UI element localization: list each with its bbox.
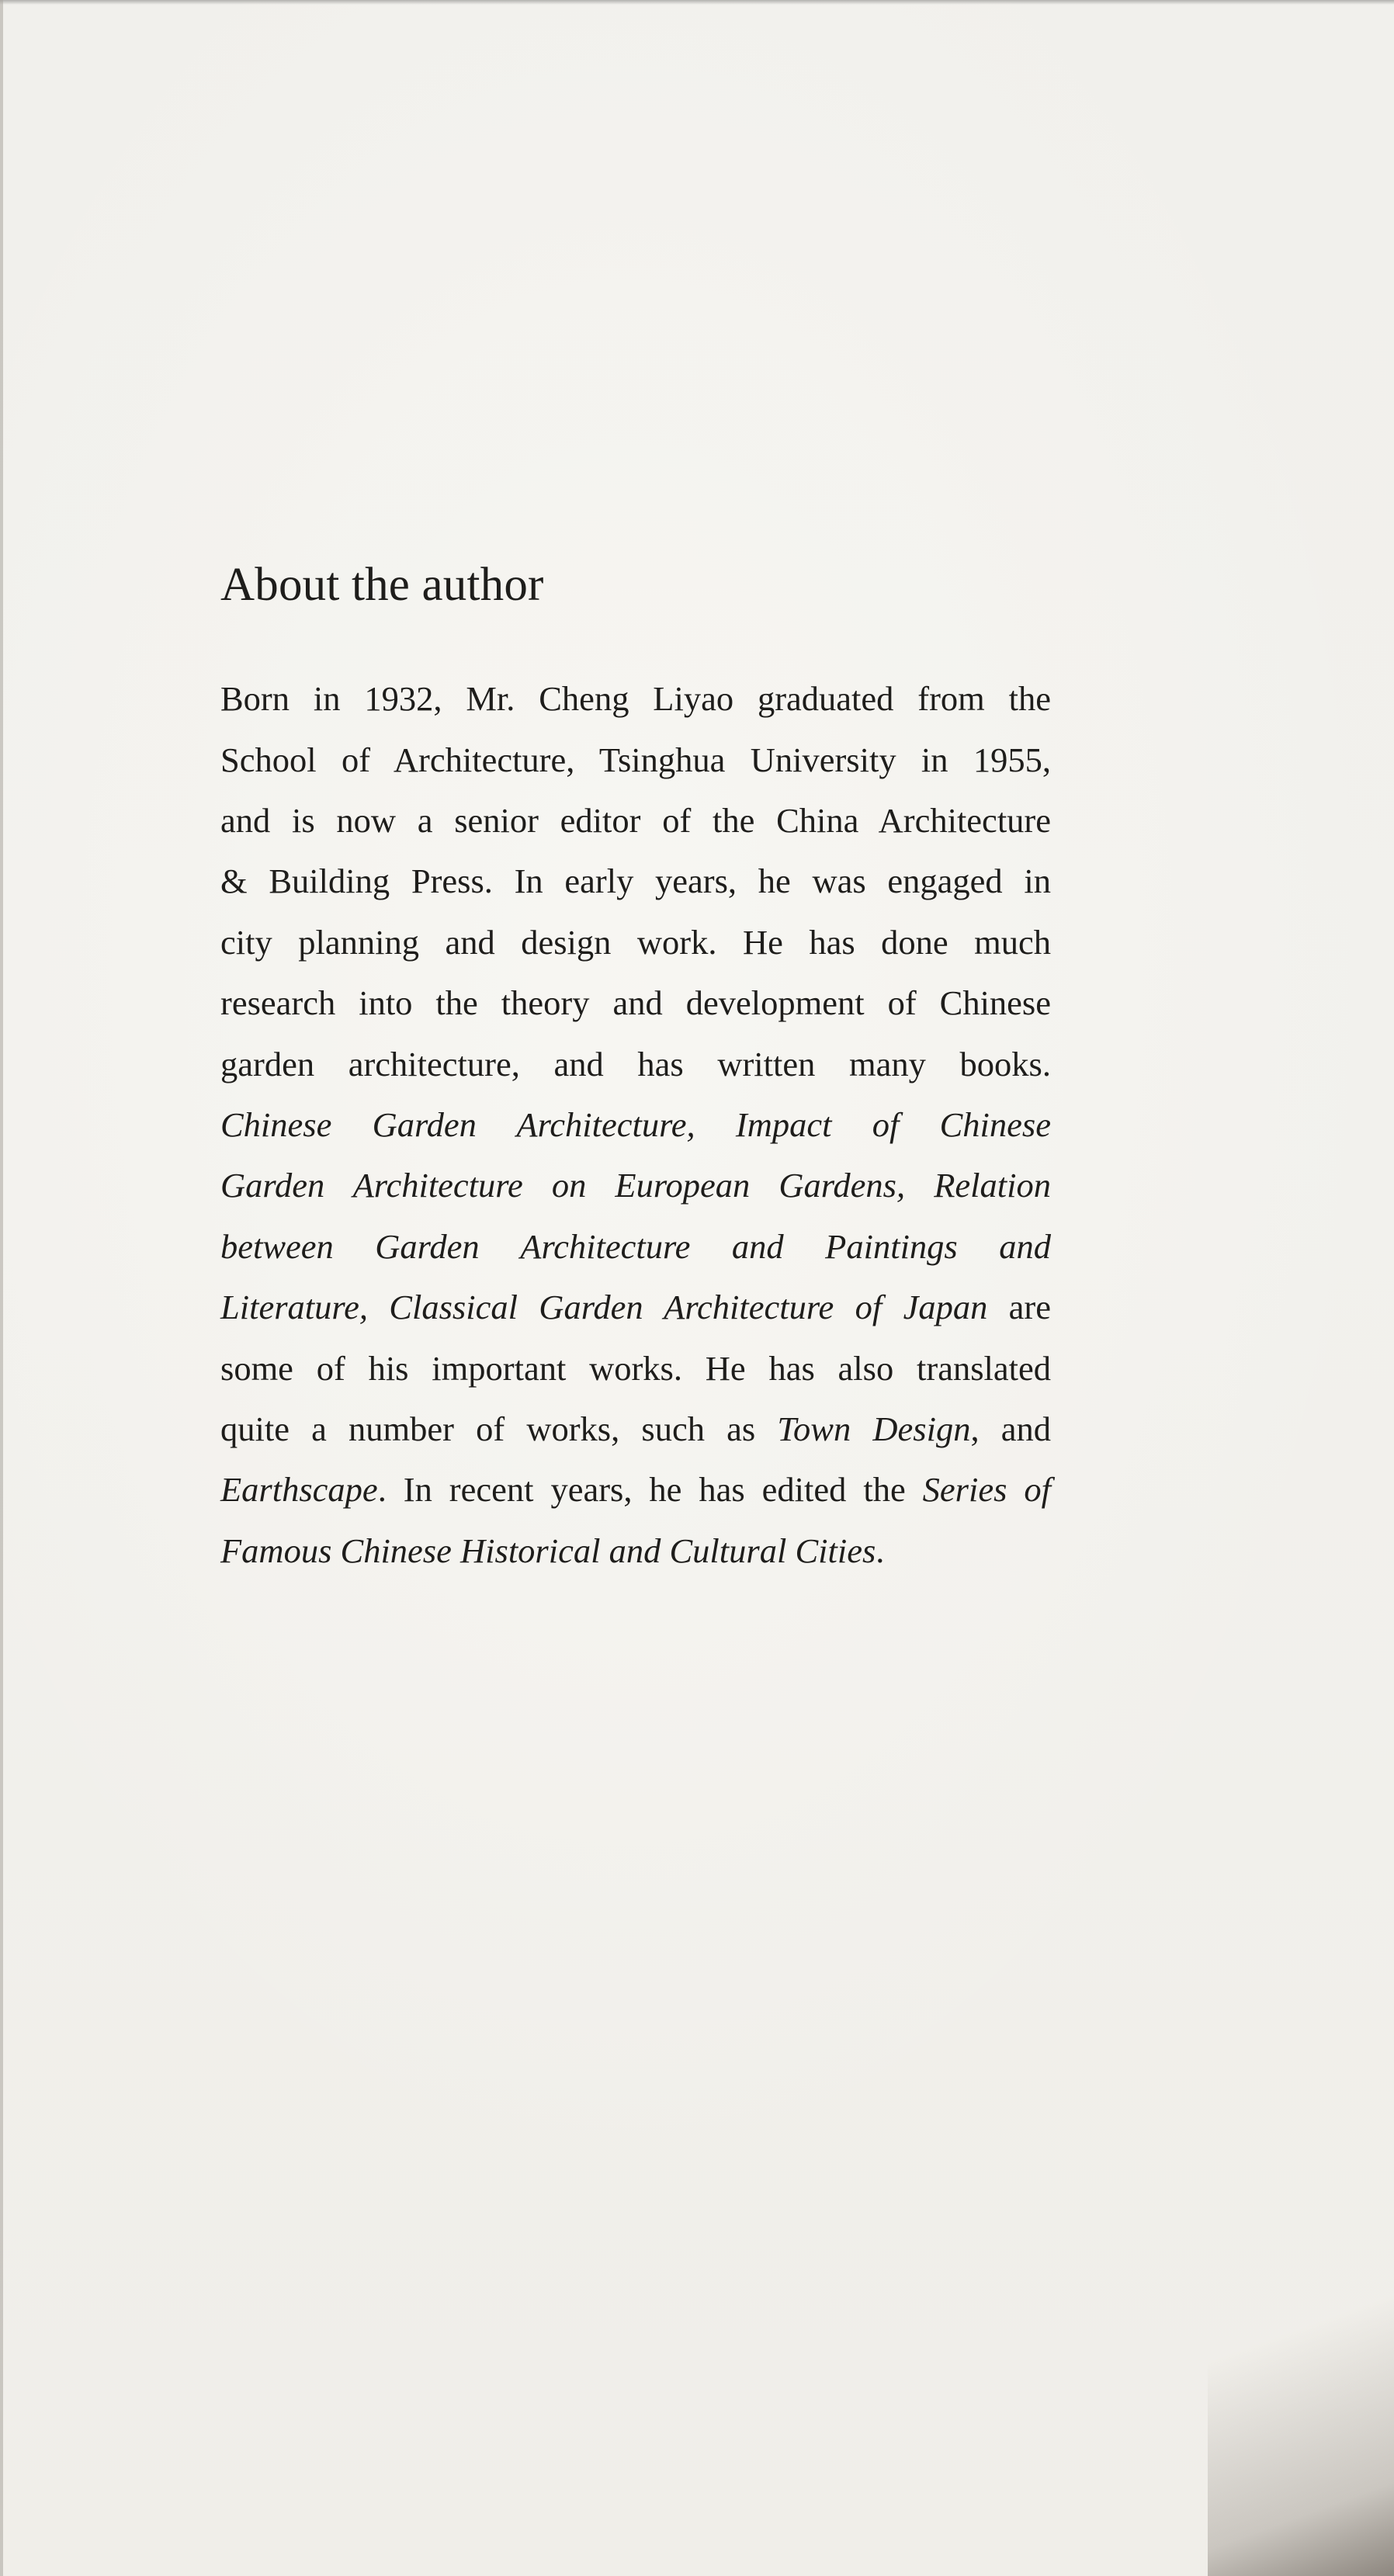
bio-text: School of Architecture, Tsinghua University in 1955, [220, 740, 1051, 779]
bio-line [220, 1459, 1051, 1520]
left-edge-shadow [0, 0, 3, 2576]
bio-text: , and [970, 1409, 1051, 1448]
bio-text: and is now a senior editor of the China Architecture [220, 800, 1051, 840]
bio-italic-title: Series of [922, 1470, 1051, 1510]
bio-line [220, 1399, 1051, 1459]
bio-italic-title: between Garden Architecture and Paintings and [220, 1226, 1051, 1266]
bio-text: city planning and design work. He has done much [220, 922, 1051, 962]
bio-line [220, 912, 1051, 973]
bio-italic-title: Town Design [777, 1409, 971, 1448]
bio-text: . [876, 1531, 885, 1570]
bio-text: . In recent years, he has edited the [377, 1470, 923, 1510]
bio-text: garden architecture, and has written many books. [220, 1044, 1051, 1083]
about-author-section [220, 559, 1051, 1581]
bio-text: Born in 1932, Mr. Cheng Liyao graduated from the [220, 679, 1051, 719]
bio-text: & Building Press. In early years, he was engaged in [220, 862, 1051, 901]
bio-line [220, 1034, 1051, 1094]
bio-line [220, 1155, 1051, 1215]
bio-text: quite a number of works, such as [220, 1409, 778, 1448]
bio-line [220, 730, 1051, 790]
author-biography [220, 668, 1051, 1581]
bio-line [220, 1520, 1051, 1581]
bio-line [220, 790, 1051, 851]
bio-line [220, 1216, 1051, 1277]
bio-italic-title: Earthscape [220, 1470, 378, 1510]
bio-text: are [987, 1288, 1051, 1327]
bio-italic-title: Famous Chinese Historical and Cultural Cities [220, 1531, 876, 1570]
bio-line [220, 1277, 1051, 1337]
bio-line [220, 973, 1051, 1033]
bio-text: some of his important works. He has also translated [220, 1348, 1051, 1388]
bio-line [220, 1338, 1051, 1399]
corner-shadow [1208, 2172, 1394, 2576]
bio-line [220, 851, 1051, 911]
bio-line [220, 1094, 1051, 1155]
top-edge-shadow [0, 0, 1394, 5]
page-title: About the author [220, 559, 544, 611]
bio-line [220, 668, 1051, 729]
bio-text: research into the theory and development of Chinese [220, 983, 1051, 1023]
bio-italic-title: Garden Architecture on European Gardens, Relation [220, 1166, 1051, 1205]
bio-italic-title: Chinese Garden Architecture, Impact of Chinese [220, 1104, 1051, 1144]
bio-italic-title: Literature, Classical Garden Architecture of Japan [220, 1288, 988, 1327]
